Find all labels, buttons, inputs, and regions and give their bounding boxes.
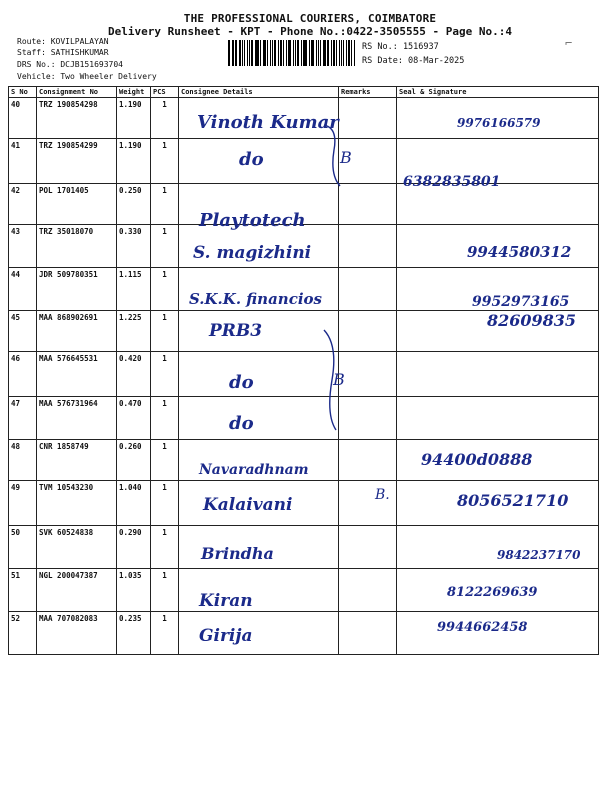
consignee-handwriting: Girija <box>199 626 253 646</box>
row-consignment-no: SVK 60524838 <box>37 526 117 569</box>
row-sno: 42 <box>9 184 37 225</box>
table-row <box>9 268 599 311</box>
barcode-bar <box>244 40 245 66</box>
row-pcs: 1 <box>151 225 179 268</box>
signature-handwriting: 8056521710 <box>457 491 569 510</box>
col-consignee: Consignee Details <box>179 87 339 98</box>
barcode-bar <box>327 40 328 66</box>
vehicle-label: Vehicle: Two Wheeler Delivery <box>17 72 157 81</box>
barcode-bar <box>309 40 310 66</box>
row-pcs: 1 <box>151 569 179 612</box>
barcode-bar <box>239 40 241 66</box>
barcode-bar <box>249 40 251 66</box>
table-row <box>9 225 599 268</box>
barcode-bar <box>331 40 332 66</box>
barcode-bar <box>255 40 256 66</box>
company-title: THE PROFESSIONAL COURIERS, COIMBATORE <box>183 12 437 25</box>
barcode-bar <box>288 40 289 66</box>
row-remarks <box>339 569 397 612</box>
row-seal-signature <box>397 352 599 397</box>
row-remarks <box>339 612 397 655</box>
row-pcs: 1 <box>151 184 179 225</box>
barcode-bar <box>274 40 276 66</box>
consignee-handwriting: Brindha <box>201 544 274 563</box>
row-pcs: 1 <box>151 352 179 397</box>
row-sno: 40 <box>9 98 37 139</box>
row-consignment-no: POL 1701405 <box>37 184 117 225</box>
row-seal-signature <box>397 174 599 225</box>
consignee-handwriting: Navaradhnam <box>199 462 309 478</box>
row-weight: 1.225 <box>117 311 151 352</box>
barcode-bar <box>264 40 266 66</box>
row-remarks <box>339 268 397 311</box>
barcode-bar <box>263 40 264 66</box>
barcode-bar <box>233 40 234 66</box>
row-consignment-no: JDR 509780351 <box>37 268 117 311</box>
barcode-bar <box>341 40 342 66</box>
barcode-bar <box>247 40 248 66</box>
row-sno: 44 <box>9 268 37 311</box>
rs-date: RS Date: 08-Mar-2025 <box>362 56 465 66</box>
row-seal-signature <box>397 268 599 311</box>
barcode-bar <box>289 40 291 66</box>
row-pcs: 1 <box>151 612 179 655</box>
consignee-handwriting: PRB3 <box>209 321 263 341</box>
table-row <box>9 397 599 440</box>
rs-number: RS No.: 1516937 <box>362 42 439 52</box>
row-consignment-no: NGL 200047387 <box>37 569 117 612</box>
row-pcs: 1 <box>151 311 179 352</box>
signature-handwriting: 9842237170 <box>497 548 581 562</box>
barcode-bar <box>336 40 338 66</box>
row-weight: 0.235 <box>117 612 151 655</box>
row-consignment-no: TRZ 190854299 <box>37 139 117 184</box>
col-weight: Weight <box>117 87 151 98</box>
signature-handwriting: 9944662458 <box>437 620 528 635</box>
col-seal: Seal & Signature <box>397 87 599 98</box>
row-weight: 0.470 <box>117 397 151 440</box>
barcode-bar <box>256 40 258 66</box>
row-sno: 41 <box>9 139 37 184</box>
barcode-bar <box>301 40 302 66</box>
row-sno: 50 <box>9 526 37 569</box>
row-consignee <box>179 526 339 569</box>
barcode-bar <box>343 40 345 66</box>
consignee-handwriting: do <box>239 149 264 170</box>
barcode-bar <box>278 40 279 66</box>
row-weight: 0.250 <box>117 184 151 225</box>
barcode-bar <box>297 40 299 66</box>
row-remarks <box>339 397 397 440</box>
row-pcs: 1 <box>151 526 179 569</box>
row-remarks <box>339 352 397 397</box>
row-consignment-no: MAA 707082083 <box>37 612 117 655</box>
table-body <box>9 98 599 655</box>
barcode-bar <box>311 40 312 66</box>
row-sno: 47 <box>9 397 37 440</box>
row-pcs: 1 <box>151 481 179 526</box>
row-seal-signature <box>397 397 599 440</box>
signature-handwriting: 82609835 <box>487 311 577 330</box>
table-row <box>9 139 599 184</box>
drs-number: DRS No.: DCJB151693704 <box>17 60 123 69</box>
row-weight: 1.040 <box>117 481 151 526</box>
row-consignee <box>179 569 339 612</box>
row-sno: 45 <box>9 311 37 352</box>
barcode-bar <box>286 40 287 66</box>
row-consignee <box>179 440 339 481</box>
barcode-bar <box>333 40 335 66</box>
barcode-bar <box>232 40 233 66</box>
row-pcs: 1 <box>151 98 179 139</box>
row-sno: 46 <box>9 352 37 397</box>
barcode-bar <box>283 40 284 66</box>
row-weight: 1.115 <box>117 268 151 311</box>
row-pcs: 1 <box>151 440 179 481</box>
table-row <box>9 311 599 352</box>
consignee-handwriting: Kiran <box>199 591 253 611</box>
row-remarks <box>339 526 397 569</box>
signature-handwriting: 9976166579 <box>457 116 541 130</box>
runsheet-table <box>8 86 599 655</box>
barcode-bar <box>295 40 297 66</box>
barcode-bar <box>242 40 243 66</box>
row-remarks <box>339 311 397 352</box>
barcode-bar <box>316 40 317 66</box>
row-pcs: 1 <box>151 139 179 184</box>
row-seal-signature <box>397 526 599 569</box>
table-row <box>9 612 599 655</box>
row-remarks <box>339 98 397 139</box>
row-sno: 51 <box>9 569 37 612</box>
row-weight: 1.190 <box>117 98 151 139</box>
barcode-bar <box>320 40 322 66</box>
row-seal-signature <box>397 612 599 655</box>
row-weight: 0.290 <box>117 526 151 569</box>
signature-handwriting: 94400d0888 <box>421 450 533 469</box>
remark-mark-45: B <box>333 370 345 389</box>
consignee-handwriting: Vinoth Kumar <box>197 112 339 133</box>
row-consignment-no: TRZ 35018070 <box>37 225 117 268</box>
barcode-image <box>228 40 356 66</box>
row-pcs: 1 <box>151 268 179 311</box>
row-consignment-no: MAA 576731964 <box>37 397 117 440</box>
table-row <box>9 184 599 225</box>
barcode-bar <box>318 40 319 66</box>
row-sno: 48 <box>9 440 37 481</box>
table-row <box>9 440 599 481</box>
table-row <box>9 481 599 526</box>
row-consignee <box>179 98 339 139</box>
row-weight: 1.190 <box>117 139 151 184</box>
table-row <box>9 352 599 397</box>
row-remarks <box>339 440 397 481</box>
runsheet-subtitle: Delivery Runsheet - KPT - Phone No.:0422-3505555 - Page No.:4 <box>108 25 512 38</box>
remark-mark-40: B <box>340 148 352 167</box>
barcode-bar <box>303 40 304 66</box>
barcode-bar <box>235 40 237 66</box>
barcode-bar <box>251 40 253 66</box>
barcode-bar <box>312 40 314 66</box>
row-remarks <box>339 184 397 225</box>
barcode-bar <box>328 40 329 66</box>
row-seal-signature <box>397 225 599 268</box>
col-consignment: Consignment No <box>37 87 117 98</box>
barcode-bar <box>260 40 261 66</box>
barcode-bar <box>346 40 347 66</box>
row-consignment-no: MAA 868902691 <box>37 311 117 352</box>
col-remarks: Remarks <box>339 87 397 98</box>
bracket-45-47-icon <box>314 325 344 435</box>
row-seal-signature <box>397 481 599 526</box>
row-seal-signature <box>397 440 599 481</box>
row-consignee <box>179 481 339 526</box>
row-consignee <box>179 225 339 268</box>
signature-mark-49: B. <box>375 487 390 503</box>
row-weight: 1.035 <box>117 569 151 612</box>
row-weight: 0.330 <box>117 225 151 268</box>
signature-handwriting: 6382835801 <box>403 174 501 190</box>
barcode-bar <box>339 40 340 66</box>
table-row <box>9 98 599 139</box>
row-consignee <box>179 612 339 655</box>
route-label: Route: KOVILPALAYAN <box>17 37 109 46</box>
row-seal-signature <box>397 311 599 352</box>
table-row <box>9 526 599 569</box>
table-header-row <box>9 87 599 98</box>
row-consignee <box>179 184 339 231</box>
row-consignment-no: MAA 576645531 <box>37 352 117 397</box>
row-weight: 0.420 <box>117 352 151 397</box>
consignee-handwriting: do <box>229 372 254 393</box>
tick-mark-icon: ⌐ <box>565 36 573 50</box>
row-seal-signature <box>397 569 599 612</box>
consignee-handwriting: Playtotech <box>199 210 306 231</box>
consignee-handwriting: S.K.K. financios <box>189 290 322 308</box>
signature-handwriting: 9944580312 <box>467 243 572 261</box>
row-sno: 49 <box>9 481 37 526</box>
row-sno: 52 <box>9 612 37 655</box>
barcode-bar <box>267 40 268 66</box>
row-weight: 0.260 <box>117 440 151 481</box>
consignee-handwriting: do <box>229 413 254 434</box>
col-pcs: PCS <box>151 87 179 98</box>
row-consignee <box>179 139 339 184</box>
barcode-bar <box>304 40 306 66</box>
row-consignment-no: TVM 10543230 <box>37 481 117 526</box>
col-sno: S No <box>9 87 37 98</box>
barcode-bar <box>270 40 271 66</box>
row-consignee <box>179 268 339 311</box>
barcode-bar <box>351 40 352 66</box>
barcode-bar <box>293 40 294 66</box>
barcode-bar <box>280 40 282 66</box>
row-pcs: 1 <box>151 397 179 440</box>
barcode-bar <box>272 40 274 66</box>
signature-handwriting: 9952973165 <box>472 294 570 310</box>
barcode-bar <box>228 40 230 66</box>
signature-handwriting: 8122269639 <box>447 585 538 600</box>
row-consignment-no: CNR 1858749 <box>37 440 117 481</box>
barcode-bar <box>323 40 325 66</box>
staff-label: Staff: SATHISHKUMAR <box>17 48 109 57</box>
row-remarks <box>339 225 397 268</box>
row-sno: 43 <box>9 225 37 268</box>
barcode-bar <box>348 40 350 66</box>
row-seal-signature <box>397 98 599 139</box>
consignee-handwriting: S. magizhini <box>193 243 312 263</box>
row-consignment-no: TRZ 190854298 <box>37 98 117 139</box>
table-row <box>9 569 599 612</box>
barcode-bar <box>354 40 355 66</box>
bracket-40-41-icon <box>316 120 346 190</box>
consignee-handwriting: Kalaivani <box>203 495 293 515</box>
